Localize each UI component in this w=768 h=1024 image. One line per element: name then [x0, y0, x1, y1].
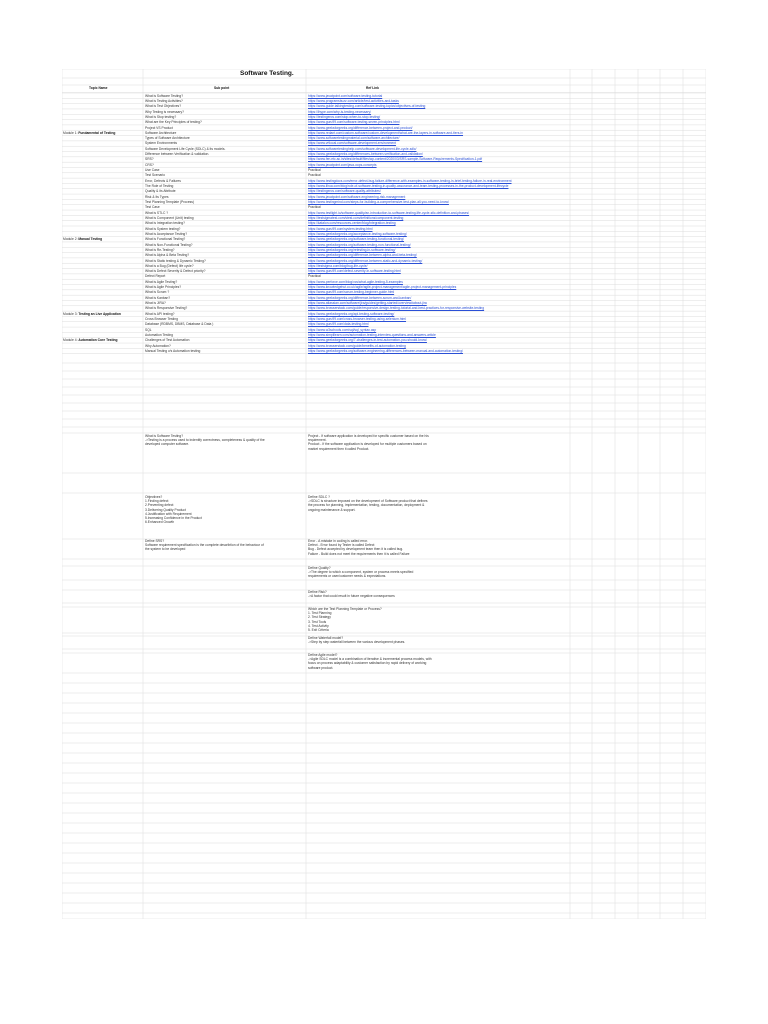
sub-point-cell: Challenges of Test Automation	[145, 338, 190, 343]
sub-point-cell: What is Non-Functional Testing?	[145, 242, 193, 247]
header-ref-link: Ref Link	[366, 86, 380, 90]
note-left: What is Software Testing? ->Testing is a process used to indentify correctness, completeness & quality of the developed computer software.	[145, 434, 265, 447]
ref-link[interactable]: https://www.geeksforgeeks.org/difference-between-project-and-product/	[308, 125, 413, 130]
sub-point-cell: Quality & its Attribute	[145, 189, 176, 194]
module-label	[63, 338, 118, 342]
note-left: Define SRS? Software requirement specification is the complete describtion of the behaviour of the system to be developed	[145, 539, 264, 552]
sub-point-cell: What is Testing Activities?	[145, 98, 183, 103]
sub-point-cell: What is a Bug (Defect) life cycle?	[145, 263, 194, 268]
ref-link[interactable]: https://www.geeksforgeeks.org/acceptance-testing-software-testing/	[308, 231, 407, 236]
module-number: Module 1:	[63, 130, 79, 135]
note-right: Define Quality? ->The degree to which a component, system or process meets specified requirements or user/customer needs & expectations.	[308, 566, 414, 579]
sub-point-cell: Test Scenario	[145, 173, 165, 178]
ref-link[interactable]: https://www.vrtlocal.com/software-development-environment	[308, 141, 396, 146]
sub-point-cell: SQL	[145, 327, 152, 332]
ref-link[interactable]: https://www.geeksforgeeks.org/software-engineering-differences-between-manual-and-automation-testing/	[308, 348, 463, 353]
ref-link[interactable]: https://www.simplilearn.com/automation-testing-interview-questions-and-answers-article	[308, 333, 436, 337]
ref-link[interactable]: https://testsigma.com/blog/bug-life-cycle/	[308, 263, 368, 268]
ref-link[interactable]: https://www.guru99.com/system-testing.html	[308, 226, 373, 231]
sub-point-cell: CRS?	[145, 162, 154, 167]
sub-point-cell: Project VS Product	[145, 125, 173, 130]
sub-point-cell: Error, Defects & Failures	[145, 178, 181, 183]
ref-link[interactable]: https://testsigmatest.com/stest.com/definitions/component-testing	[308, 215, 404, 220]
ref-text-cell: Practical	[308, 205, 321, 210]
module-name: Fundamental of Testing	[78, 130, 116, 135]
ref-link[interactable]: https://testingeros.com/stop-when-to-stop-testing/	[308, 114, 381, 119]
spreadsheet	[62, 69, 706, 919]
sub-point-cell: What is Scrum ?	[145, 290, 170, 295]
sheet-title: Software Testing.	[240, 70, 294, 77]
sub-point-cell: Test Case	[145, 205, 160, 210]
sub-point-cell: What is Software Testing?	[145, 93, 184, 98]
sub-point-cell: Test Planning Template (Process)	[145, 200, 195, 204]
ref-link[interactable]: https://www.testingmind.com/steps-for-building-a-comprehensive-test-plan-all-you-need-to-know/	[308, 200, 449, 204]
ref-link[interactable]: https://www.perforce.com/blog/vcs/what-agile-testing-5-examples	[308, 279, 403, 284]
module-label	[63, 237, 102, 241]
ref-link[interactable]: https://katalon.com/resources-center/blog/integration-testing	[308, 221, 396, 226]
ref-link[interactable]: https://www.fen.etc.ac.in/sites/default/files/wp-content/2020/03/SRS-sample-Software-Requirements-Specification-1.pdf	[308, 157, 483, 162]
sub-point-cell: What is JIRA?	[145, 301, 166, 306]
note-right: Define Risk? ->A factor that could result in future negative consequences	[308, 590, 395, 599]
ref-link[interactable]: https://www.geeksforgeeks.org/software-testing-functional-testing/	[308, 237, 405, 242]
sub-point-cell: The Role of Testing	[145, 184, 174, 189]
sub-point-cell: What is Static testing & Dynamic Testing?	[145, 258, 206, 263]
sub-point-cell: What is Component (Unit) testing	[145, 215, 194, 220]
note-right: Project - If software application is developed for specific customer based on the his requirement. Product - If the software application is developed for multiple customers based on market requirement then it called Product.	[308, 434, 429, 451]
sub-point-cell: Risk & Its Types	[145, 194, 169, 199]
sub-point-cell: What is Stop testing?	[145, 114, 177, 119]
ref-link[interactable]: https://www.guru99.com/cross-browser-testing-using-selenium.html	[308, 317, 407, 322]
module-number: Module 3:	[63, 311, 79, 316]
ref-link[interactable]: https://www.geeksforgeeks.org/difference-between-scrum-and-kanban/	[308, 295, 412, 300]
ref-link[interactable]: https://www.w3schools.com/sql/sql_syntax.asp	[308, 327, 377, 332]
sub-point-cell: Cross Browser Testing	[145, 317, 178, 322]
ref-link[interactable]: https://www.geeksforgeeks.org/difference-between-alpha-and-beta-testing/	[308, 253, 417, 258]
ref-text-cell: Practical	[308, 173, 321, 178]
sub-point-cell: What is Kanban?	[145, 295, 171, 300]
ref-link[interactable]: https://www.javatpoint.com/software-engineering-risk-management	[308, 194, 406, 199]
sub-point-cell: What is Functional Testing?	[145, 237, 186, 242]
sub-point-cell: What is Re-Testing?	[145, 247, 175, 252]
sub-point-cell: Software Development Life Cycle (SDLC) & its models.	[145, 146, 226, 151]
module-number: Module 2:	[63, 237, 79, 242]
ref-link[interactable]: https://www.softwaretestinghelp.com/software-development-life-cycle-sdlc/	[308, 146, 417, 151]
sub-point-cell: What is System testing?	[145, 226, 181, 231]
ref-link[interactable]: https://www.programsbuzz.com/article/test-activities-and-tasks	[308, 98, 399, 103]
sub-point-cell: What is Agile Principles?	[145, 285, 182, 290]
ref-link[interactable]: https://www.geeksforgeeks.org/retesting-in-software-testing/	[308, 247, 396, 252]
ref-link[interactable]: https://www.geeksforgeeks.org/software-testing-non-functional-testing/	[308, 242, 411, 247]
sub-point-cell: What is Responsive Testing?	[145, 306, 188, 311]
sub-point-cell: What is Integration testing?	[145, 221, 185, 226]
sub-point-cell: What are the Key Principles of testing?	[145, 120, 202, 125]
sub-point-cell: SRS?	[145, 157, 154, 162]
ref-link[interactable]: https://testingeros.com/software-quality-attributes/	[308, 189, 381, 194]
ref-link[interactable]: https://www.guru99.com/software-testing-seven-principles.html	[308, 120, 400, 125]
ref-link[interactable]: https://www.guru99.com/defect-severity-in-software-testing.html	[308, 269, 401, 274]
sub-point-cell: What is Alpha & Beta Testing?	[145, 253, 190, 258]
sub-point-cell: What is STLC ?	[145, 210, 169, 215]
note-right: Define SDLC ? ->SDLC is structure imposed on the development of Software product that defines the process for planning, implementation, testing, documentation, deployment & ongoing maintenance & support.	[308, 495, 428, 512]
sub-point-cell: Automation Testing	[145, 333, 173, 337]
ref-link[interactable]: https://www.redant.com/custom-software/custom-development/what-are-the-layers-in-software-and-tiers-in	[308, 130, 464, 135]
note-right: Which are the Test Planning Template or Process? 1. Test Planning 2. Test Strategy 3. Test Tools 4. Test Activity 5. Exit Criteria	[308, 607, 382, 633]
ref-link[interactable]: https://www.geeksforgeeks.org/7-challenges-in-test-automation-you-should-know/	[308, 338, 427, 343]
ref-link[interactable]: https://www.knowledgehut.co.uk/agile/agile-project-management/agile-project-management-principles	[308, 285, 457, 290]
module-label	[63, 131, 115, 135]
sub-point-cell: System Environments	[145, 141, 178, 146]
ref-link[interactable]: https://lhype.com/why-is-testing-necessary/	[308, 109, 372, 114]
sub-point-cell: What is Acceptance Testing?	[145, 231, 188, 236]
ref-link[interactable]: https://www.geeksforgeeks.org/difference-between-static-and-dynamic-testing/	[308, 258, 423, 263]
ref-link[interactable]: https://www.lihua.com/blog/role-of-software-testing-in-quality-assurance-and-team-testing-processes-in-the-product-development-lifecycle	[308, 184, 509, 189]
note-right: Define Waterfall model? ->Step by step waterfall between the various development phases.	[308, 636, 406, 645]
sub-point-cell: Software Architecture	[145, 130, 177, 135]
ref-link[interactable]: https://www.testlight.io/software-quality/an-introduction-to-software-testing-life-cycle-stlc-definition-and-phases/	[308, 210, 470, 215]
sub-point-cell: What is API testing?	[145, 311, 175, 316]
ref-link[interactable]: https://www.browserstack.com/guide/benefits-of-automation-testing	[308, 343, 406, 348]
sub-point-cell: Use Case	[145, 168, 160, 173]
ref-link[interactable]: https://www.guru99.com/data-testing.html	[308, 322, 369, 327]
header-sub-point: Sub point	[214, 86, 230, 90]
ref-link[interactable]: https://www.testingdocs.com/error-defect-bug-failure-difference-with-examples-in-software-testing-in-brief-testing-failure-in-real-environment	[308, 178, 512, 183]
sub-point-cell: Types of Software Architecture	[145, 136, 190, 141]
note-right: Define Agile model? ->Agile SDLC model is a combination of iterative & incremental process models, with focus on process adaptability & customer satisfaction by rapid delivery of working software product.	[308, 653, 432, 670]
sub-point-cell: Difference between Verification & validation.	[145, 152, 210, 157]
ref-link[interactable]: https://www.softwaretestingmaterial.com/software-architecture/	[308, 136, 400, 141]
module-name: Manual Testing	[78, 237, 103, 242]
sub-point-cell: What is Agile Testing?	[145, 279, 178, 284]
ref-link[interactable]: https://www.javatpoint.com/software-testing-tutorial	[308, 93, 383, 98]
sub-point-cell: Manual Testing v/s Automation testing	[145, 348, 201, 353]
sub-point-cell: What is Test Objectives?	[145, 104, 182, 109]
sub-point-cell: Why Testing is necessary?	[145, 109, 184, 114]
note-right: Error - A mistake in coding is called error. Defect - Error found by Tester is called Defect Bug - Defect accepted by development team then it is called bug. Failure - Build does not meet the requirements then it is called Failure	[308, 539, 410, 556]
module-number: Module 4:	[63, 338, 79, 343]
ref-link[interactable]: https://www.geeksforgeeks.org/differences-between-verification-and-validation/	[308, 152, 423, 157]
sub-point-cell: Database (RDBMS, DBMS, Database & Data )	[145, 322, 214, 327]
sub-point-cell: Defect Report	[145, 274, 166, 279]
ref-text-cell: Practical	[308, 274, 321, 279]
module-name: Automation Core Testing	[78, 338, 118, 343]
ref-link[interactable]: https://www.atlassian.com/software/jira/guides/getting-started/overview#about-jira	[308, 301, 427, 306]
header-topic: Topic Name	[89, 86, 108, 90]
module-label	[63, 312, 121, 316]
module-name: Testing an Live Application	[78, 311, 121, 316]
ref-link[interactable]: https://www.guide.talkingtesting.com/software-testing-topics/objectives-of-testing	[308, 104, 426, 109]
sub-point-cell: Why Automation?	[145, 343, 171, 348]
ref-link[interactable]: https://www.geeksforgeeks.org/api-testing-software-testing/	[308, 311, 395, 316]
ref-link[interactable]: https://www.javatpoint.com/java-oops-concepts	[308, 162, 377, 167]
ref-link[interactable]: https://www.guru99.com/scrum-testing-beginner-guide.html	[308, 290, 395, 295]
ref-link[interactable]: https://www.browserstack.com/guide/responsive-design-testing-tutorial-and-best-practices-for-responsive-website-testing	[308, 306, 485, 311]
ref-text-cell: Practical	[308, 168, 321, 173]
note-left: Objectives? 1.Finding defect 2.Preventing defect 3.Delivering Quality Product 4.Justification with Requirement 5.Increasing Confidence in the Product 6.Enhanced Growth	[145, 495, 202, 525]
sub-point-cell: What is Defect Severity & Defect priority?	[145, 269, 206, 274]
